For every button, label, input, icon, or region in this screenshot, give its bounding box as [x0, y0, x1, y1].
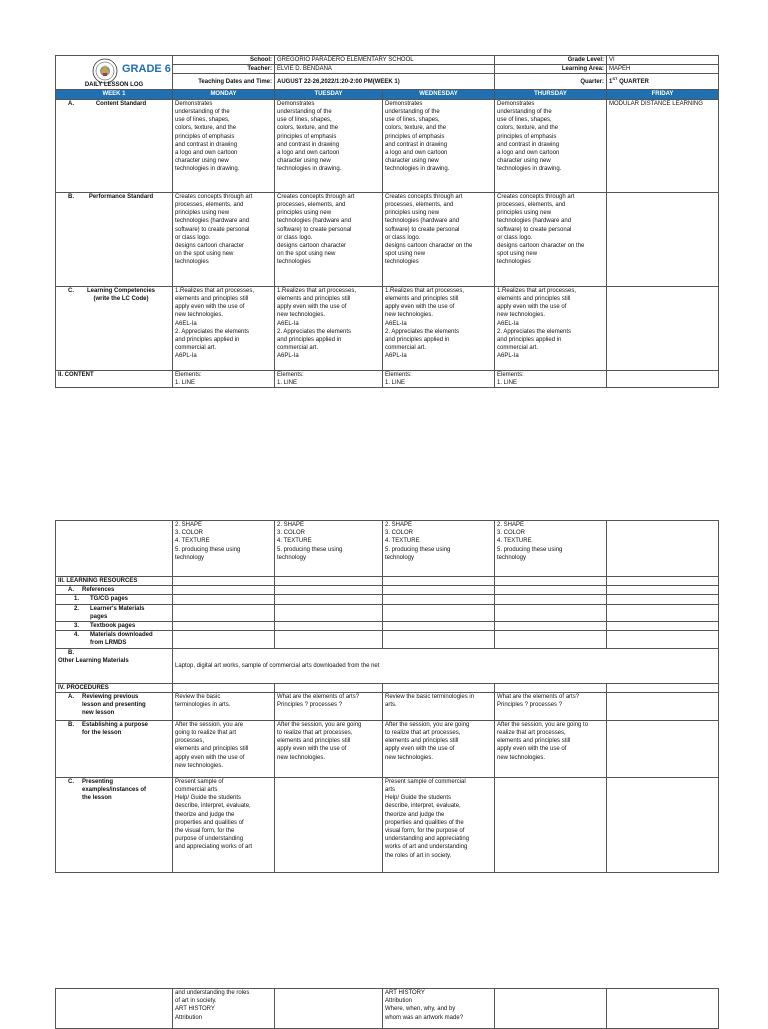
cell-content-thu: Elements: 1. LINE	[495, 370, 607, 387]
cell-blank	[495, 577, 607, 586]
cell-blank	[275, 683, 383, 692]
learning-area-label: Learning Area:	[495, 65, 607, 74]
row-number: 4.	[74, 632, 80, 639]
learning-resources-label: III. LEARNING RESOURCES	[56, 577, 173, 586]
day-header-wednesday: WEDNESDAY	[383, 89, 495, 99]
row-letter: B.	[68, 649, 74, 656]
cell-blank	[607, 777, 719, 872]
cell-competencies-mon: 1.Realizes that art processes, elements and principles still apply even with the use of new technologies. A6EL-Ia 2. Appreciates the elements and principles applied in commercial art. A6PL-Ia	[173, 286, 275, 370]
cell-content-standard-wed: Demonstrates understanding of the use of lines, shapes, colors, texture, and the principles of emphasis and contrast in drawing a logo and own cartoon character using new technologies in drawing.	[383, 99, 495, 192]
row-number: 1.	[74, 596, 80, 603]
cell-elements-mon: 2. SHAPE 3. COLOR 4. TEXTURE 5. producing these using technology	[173, 521, 275, 577]
cell-blank	[495, 631, 607, 648]
row-letter: A.	[68, 587, 74, 594]
cell-blank	[275, 622, 383, 631]
cell-content-mon: Elements: 1. LINE	[173, 370, 275, 387]
cell-purpose-mon: After the session, you are going to realize that art processes, elements and principles still apply even with the use of new technologies.	[173, 720, 275, 777]
cell-blank	[607, 595, 719, 604]
cell-blank	[495, 586, 607, 595]
cell-content-standard-mon: Demonstrates understanding of the use of lines, shapes, colors, texture, and the principles of emphasis and contrast in drawing a logo and own cartoon character using new technologies in drawing.	[173, 99, 275, 192]
cell-content-standard-fri: MODULAR DISTANCE LEARNING	[607, 99, 719, 192]
row-letter: C.	[68, 287, 74, 294]
row-label: Materials downloaded from LRMDS	[90, 632, 153, 647]
row-label: Other Learning Materials	[58, 657, 129, 664]
cell-purpose-tue: After the session, you are going to realize that art processes, elements and principles still apply even with the use of new technologies.	[275, 720, 383, 777]
cell-blank	[607, 604, 719, 621]
row-letter: A.	[68, 100, 74, 107]
lesson-log-table-page-1	[55, 55, 719, 388]
cell-blank	[173, 586, 275, 595]
cell-blank	[173, 631, 275, 648]
row-number: 2.	[74, 605, 80, 612]
cell-blank	[275, 631, 383, 648]
cell-blank	[607, 631, 719, 648]
teacher-value: ELVIE D. BENDANA	[275, 65, 495, 74]
cell-history-mon: and understanding the roles of art in society. ART HISTORY Attribution	[173, 989, 275, 1029]
day-header-friday: FRIDAY	[607, 89, 719, 99]
grade-level-value: VI	[607, 56, 719, 65]
purpose-label	[56, 720, 173, 777]
references-label	[56, 586, 173, 595]
cell-blank	[275, 989, 383, 1029]
lrmds-label	[56, 631, 173, 648]
textbook-pages-label	[56, 622, 173, 631]
cell-content-fri	[607, 370, 719, 387]
dates-label: Teaching Dates and Time:	[173, 74, 275, 89]
reviewing-label	[56, 692, 173, 720]
content-standard-label	[56, 99, 173, 192]
cell-competencies-thu: 1.Realizes that art processes, elements and principles still apply even with the use of new technologies. A6EL-Ia 2. Appreciates the elements and principles applied in commercial art. A6PL-Ia	[495, 286, 607, 370]
row-label: Establishing a purpose for the lesson	[82, 721, 149, 737]
cell-purpose-thu: After the session, you are going to realize that art processes, elements and principles still apply even with the use of new technologies.	[495, 720, 607, 777]
cell-blank	[495, 622, 607, 631]
cell-performance-wed: Creates concepts through art processes, elements, and principles using new technologies (hardware and software) to create personal or class logo. designs cartoon character on the spot using new technologies	[383, 192, 495, 286]
cell-content-standard-thu: Demonstrates understanding of the use of lines, shapes, colors, texture, and the principles of emphasis and contrast in drawing a logo and own cartoon character using new technologies in drawing.	[495, 99, 607, 192]
cell-competencies-fri	[607, 286, 719, 370]
row-label: References	[82, 587, 115, 594]
cell-competencies-wed: 1.Realizes that art processes, elements and principles still apply even with the use of new technologies. A6EL-Ia 2. Appreciates the elements and principles applied in commercial art. A6PL-Ia	[383, 286, 495, 370]
day-header-thursday: THURSDAY	[495, 89, 607, 99]
row-letter: B.	[68, 721, 74, 728]
other-materials-label	[56, 648, 173, 683]
cell-blank	[607, 692, 719, 720]
row-letter: B.	[68, 193, 74, 200]
quarter-value	[607, 74, 719, 89]
cell-blank	[383, 604, 495, 621]
presenting-label	[56, 777, 173, 872]
cell-blank	[383, 595, 495, 604]
other-materials-value: Laptop, digital art works, sample of commercial arts downloaded from the net	[173, 648, 719, 683]
cell-performance-mon: Creates concepts through art processes, elements, and principles using new technologies (hardware and software) to create personal or class logo. designs cartoon character on the spot using new technologies	[173, 192, 275, 286]
cell-blank	[275, 586, 383, 595]
row-label: Learning Competencies (write the LC Code)	[86, 287, 155, 303]
cell-blank	[495, 604, 607, 621]
quarter-suffix: ST	[612, 75, 618, 81]
cell-blank	[275, 577, 383, 586]
school-label: School:	[173, 56, 275, 65]
cell-reviewing-wed: Review the basic terminologies in arts.	[383, 692, 495, 720]
cell-blank	[383, 631, 495, 648]
cell-presenting-mon: Present sample of commercial arts Help/ Guide the students describe, interpret, evaluate, theorize and judge the properties and qualities of the visual form, for the purpose of understanding and appreciating works of art	[173, 777, 275, 872]
cell-performance-fri	[607, 192, 719, 286]
lesson-log-table-page-2	[55, 520, 719, 873]
cell-blank	[383, 577, 495, 586]
day-header-tuesday: TUESDAY	[275, 89, 383, 99]
cell-content-tue: Elements: 1. LINE	[275, 370, 383, 387]
performance-standard-label	[56, 192, 173, 286]
cell-history-wed: ART HISTORY Attribution Where, when, why, and by whom was an artwork made?	[383, 989, 495, 1029]
grade-level-label: Grade Level:	[495, 56, 607, 65]
cell-competencies-tue: 1.Realizes that art processes, elements and principles still apply even with the use of new technologies. A6EL-Ia 2. Appreciates the elements and principles applied in commercial art. A6PL-Ia	[275, 286, 383, 370]
cell-content-standard-tue: Demonstrates understanding of the use of lines, shapes, colors, texture, and the principles of emphasis and contrast in drawing a logo and own cartoon character using new technologies in drawing.	[275, 99, 383, 192]
cell-blank	[173, 622, 275, 631]
cell-blank	[56, 989, 173, 1029]
cell-performance-tue: Creates concepts through art processes, elements, and principles using new technologies (hardware and software) to create personal or class logo. designs cartoon character on the spot using new technologies	[275, 192, 383, 286]
day-header-monday: MONDAY	[173, 89, 275, 99]
cell-empty-label	[56, 521, 173, 577]
quarter-word: QUARTER	[617, 78, 649, 85]
grade-title: GRADE 6	[122, 63, 171, 75]
day-header-week: WEEK 1	[56, 89, 173, 99]
cell-blank	[607, 577, 719, 586]
cell-blank	[275, 595, 383, 604]
row-label: Textbook pages	[90, 623, 136, 630]
quarter-label: Quarter:	[495, 74, 607, 89]
lesson-log-table-page-3	[55, 988, 719, 1029]
dates-value: AUGUST 22-26,2022/1:20-2:00 PM(WEEK 1)	[275, 74, 495, 89]
page-1	[55, 55, 718, 388]
header-logo-cell	[56, 56, 173, 90]
school-value: GREGORIO PARADERO ELEMENTARY SCHOOL	[275, 56, 495, 65]
row-label: Reviewing previous lesson and presenting new lesson	[82, 693, 146, 717]
cell-elements-fri	[607, 521, 719, 577]
teacher-label: Teacher:	[173, 65, 275, 74]
competencies-label	[56, 286, 173, 370]
cell-blank	[607, 989, 719, 1029]
cell-reviewing-thu: What are the elements of arts? Principles ? processes ?	[495, 692, 607, 720]
cell-reviewing-mon: Review the basic terminologies in arts.	[173, 692, 275, 720]
learning-area-value: MAPEH	[607, 65, 719, 74]
page-2	[55, 520, 718, 873]
cell-content-wed: Elements: 1. LINE	[383, 370, 495, 387]
page-3	[55, 988, 718, 1029]
row-number: 3.	[74, 623, 80, 630]
cell-blank	[383, 586, 495, 595]
cell-blank	[173, 595, 275, 604]
cell-blank	[495, 683, 607, 692]
log-title: DAILY LESSON LOG	[84, 81, 144, 88]
cell-blank	[173, 577, 275, 586]
tg-pages-label	[56, 595, 173, 604]
cell-elements-tue: 2. SHAPE 3. COLOR 4. TEXTURE 5. producing these using technology	[275, 521, 383, 577]
cell-elements-wed: 2. SHAPE 3. COLOR 4. TEXTURE 5. producing these using technology	[383, 521, 495, 577]
row-label: Content Standard	[95, 100, 147, 107]
cell-blank	[275, 777, 383, 872]
cell-blank	[383, 683, 495, 692]
cell-performance-thu: Creates concepts through art processes, elements, and principles using new technologies (hardware and software) to create personal or class logo. designs cartoon character on the spot using new technologies	[495, 192, 607, 286]
cell-blank	[495, 777, 607, 872]
cell-blank	[173, 604, 275, 621]
cell-reviewing-tue: What are the elements of arts? Principles ? processes ?	[275, 692, 383, 720]
cell-blank	[383, 622, 495, 631]
cell-blank	[607, 720, 719, 777]
row-letter: C.	[68, 778, 74, 785]
cell-blank	[607, 586, 719, 595]
row-label: Presenting examples/instances of the lesson	[82, 778, 147, 802]
cell-blank	[495, 989, 607, 1029]
cell-elements-thu: 2. SHAPE 3. COLOR 4. TEXTURE 5. producing these using technology	[495, 521, 607, 577]
row-letter: A.	[68, 693, 74, 700]
cell-blank	[275, 604, 383, 621]
quarter-number: 1	[609, 78, 613, 85]
cell-presenting-wed: Present sample of commercial arts Help/ Guide the students describe, interpret, evaluate, theorize and judge the properties and qualities of the visual form, for the purpose of understanding and appreciating works of art and understanding the roles of art in society.	[383, 777, 495, 872]
row-label: TG/CG pages	[90, 596, 129, 603]
cell-blank	[495, 595, 607, 604]
content-label: II. CONTENT	[56, 370, 173, 387]
row-label: Performance Standard	[88, 193, 154, 200]
cell-blank	[607, 622, 719, 631]
cell-purpose-wed: After the session, you are going to realize that art processes, elements and principles still apply even with the use of new technologies.	[383, 720, 495, 777]
cell-blank	[173, 683, 275, 692]
procedures-label: IV. PROCEDURES	[56, 683, 173, 692]
cell-blank	[607, 683, 719, 692]
lm-pages-label	[56, 604, 173, 621]
row-label: Learner's Materials pages	[90, 605, 145, 620]
